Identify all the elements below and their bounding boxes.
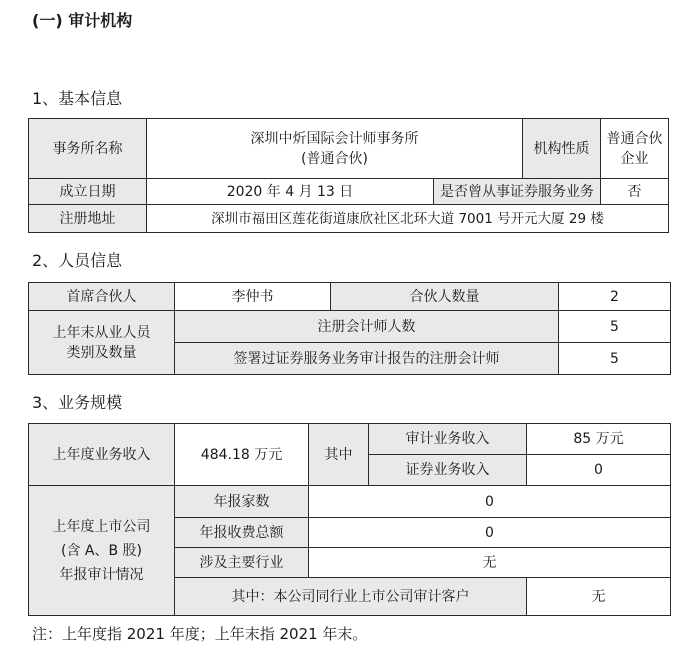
address-label: 注册地址 xyxy=(29,205,147,233)
firm-nature-label: 机构性质 xyxy=(523,119,601,179)
footnote: 注：上年度指 2021 年度；上年末指 2021 年末。 xyxy=(32,625,368,643)
founding-date-label: 成立日期 xyxy=(29,179,147,205)
peer-clients-value: 无 xyxy=(527,578,671,616)
basic-info-heading: 1、基本信息 xyxy=(32,89,123,108)
chief-partner-label: 首席合伙人 xyxy=(29,283,175,311)
signed-cpa-label: 签署过证券服务业务审计报告的注册会计师 xyxy=(175,343,559,375)
people-info-table xyxy=(28,282,671,375)
securities-service-value: 否 xyxy=(601,179,669,205)
report-fee-value: 0 xyxy=(309,518,671,548)
business-scale-table xyxy=(28,423,671,616)
securities-revenue-value: 0 xyxy=(527,455,671,486)
revenue-value: 484.18 万元 xyxy=(175,424,309,486)
address-value: 深圳市福田区莲花街道康欣社区北环大道 7001 号开元大厦 29 楼 xyxy=(147,205,669,233)
listed-audit-label: 上年度上市公司 (含 A、B 股) 年报审计情况 xyxy=(29,486,175,616)
founding-date-value: 2020 年 4 月 13 日 xyxy=(147,179,434,205)
business-scale-heading: 3、业务规模 xyxy=(32,393,123,412)
people-info-heading: 2、人员信息 xyxy=(32,251,123,270)
cpa-count-label: 注册会计师人数 xyxy=(175,311,559,343)
signed-cpa-value: 5 xyxy=(559,343,671,375)
partner-count-value: 2 xyxy=(559,283,671,311)
audit-revenue-value: 85 万元 xyxy=(527,424,671,455)
of-which-label: 其中 xyxy=(309,424,369,486)
peer-clients-label: 其中：本公司同行业上市公司审计客户 xyxy=(175,578,527,616)
securities-revenue-label: 证券业务收入 xyxy=(369,455,527,486)
securities-service-label: 是否曾从事证券服务业务 xyxy=(434,179,601,205)
main-industry-value: 无 xyxy=(309,548,671,578)
main-industry-label: 涉及主要行业 xyxy=(175,548,309,578)
revenue-label: 上年度业务收入 xyxy=(29,424,175,486)
report-fee-label: 年报收费总额 xyxy=(175,518,309,548)
firm-name-label: 事务所名称 xyxy=(29,119,147,179)
report-count-value: 0 xyxy=(309,486,671,518)
basic-info-table xyxy=(28,118,669,233)
firm-name-value: 深圳中炘国际会计师事务所 (普通合伙) xyxy=(147,119,523,179)
cpa-count-value: 5 xyxy=(559,311,671,343)
partner-count-label: 合伙人数量 xyxy=(331,283,559,311)
report-count-label: 年报家数 xyxy=(175,486,309,518)
audit-revenue-label: 审计业务收入 xyxy=(369,424,527,455)
firm-nature-value: 普通合伙企业 xyxy=(601,119,669,179)
staff-category-label: 上年末从业人员 类别及数量 xyxy=(29,311,175,375)
section-heading: (一) 审计机构 xyxy=(32,11,133,30)
chief-partner-value: 李仲书 xyxy=(175,283,331,311)
